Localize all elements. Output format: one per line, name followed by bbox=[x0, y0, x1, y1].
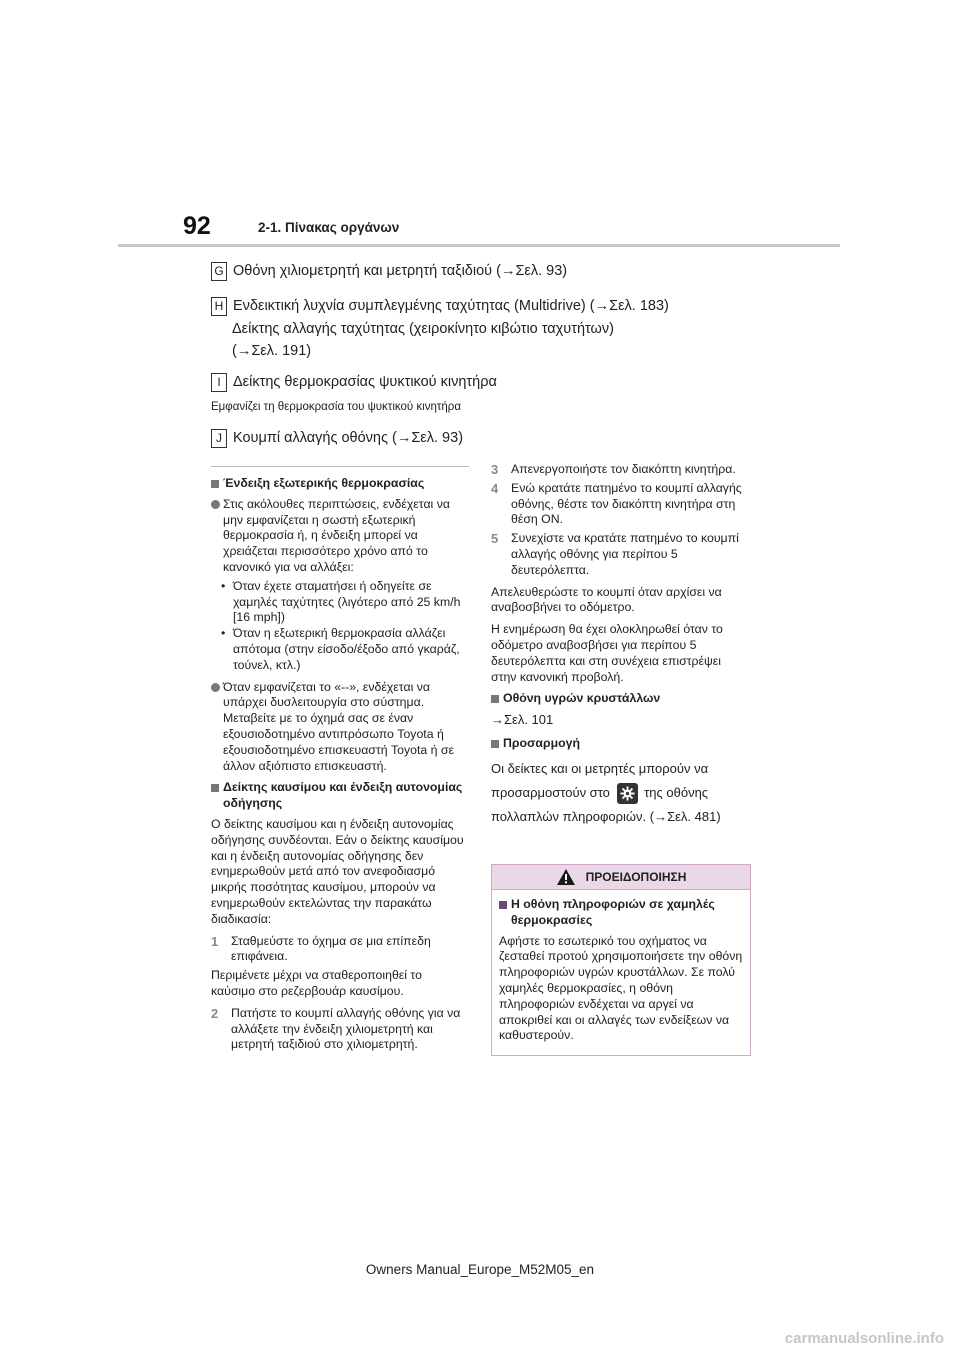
gear-icon bbox=[617, 783, 638, 804]
step-5 bbox=[491, 531, 749, 578]
customization-text bbox=[491, 757, 749, 829]
item-text: Δείκτης θερμοκρασίας ψυκτικού κινητήρα bbox=[233, 374, 497, 390]
key-label: G bbox=[211, 262, 227, 281]
step-text: Σταθμεύστε το όχημα σε μια επίπεδη επιφάνεια. bbox=[231, 933, 431, 964]
custom-line-3: πολλαπλών πληροφοριών. (→Σελ. 481) bbox=[491, 808, 721, 824]
section-title-outside-temp: Ένδειξη εξωτερικής θερμοκρασίας bbox=[211, 476, 469, 492]
step-text: Συνεχίστε να κρατάτε πατημένο το κουμπί αλλαγής οθόνης για περίπου 5 δευτερόλεπτα. bbox=[511, 531, 739, 577]
lcd-reference: →Σελ. 101 bbox=[491, 712, 554, 728]
section-title-fuel: Δείκτης καυσίμου και ένδειξη αυτονομίας οδήγησης bbox=[211, 780, 469, 812]
right-column bbox=[491, 462, 749, 829]
sub-bullet-sudden-change: • Όταν η εξωτερική θερμοκρασία αλλάζει απότομα (στην είσοδο/έξοδο από γκαράζ, τούνελ, κτλ.) bbox=[211, 626, 469, 673]
warning-text: Αφήστε το εσωτερικό του οχήματος να ζεσταθεί προτού χρησιμοποιήσετε την οθόνη πληροφοριών υγρών κρυστάλλων. Σε πολύ χαμηλές θερμοκρασίες, η οθόνη πληροφοριών ενδέχεται να αργεί να αποκριθεί και οι αλλαγές των ενδείξεων να καθυστερούν. bbox=[499, 933, 743, 1043]
custom-line-2a: προσαρμοστούν στο bbox=[491, 784, 610, 800]
bullet-temp-cases: Στις ακόλουθες περιπτώσεις, ενδέχεται να μην εμφανίζεται η σωστή εξωτερική θερμοκρασία ή, η ένδειξη μπορεί να χρειάζεται περισσότερο χρόνο από το κανονικό για να αλλάξει: bbox=[211, 497, 469, 576]
chapter-title: 2-1. Πίνακας οργάνων bbox=[258, 220, 400, 235]
step-text: Απενεργοποιήστε τον διακόπτη κινητήρα. bbox=[511, 462, 736, 476]
item-text: Ενδεικτική λυχνία συμπλεγμένης ταχύτητας (Multidrive) (→Σελ. 183) bbox=[233, 298, 669, 314]
left-column bbox=[211, 466, 469, 1056]
step-2 bbox=[211, 1006, 469, 1053]
item-g bbox=[211, 261, 567, 282]
item-i bbox=[211, 372, 497, 393]
step-number: 3 bbox=[491, 462, 499, 477]
bullet-malfunction: Όταν εμφανίζεται το «--», ενδέχεται να υπάρχει δυσλειτουργία στο σύστημα. Μεταβείτε με το όχημά σας σε έναν εξουσιοδοτημένο αντιπρόσωπο Toyota ή εξουσιοδοτημένο επισκευαστή Toyota ή σε άλλον αξιόπιστο επισκευαστή. bbox=[211, 680, 469, 775]
warning-header bbox=[492, 865, 750, 890]
fuel-paragraph: Ο δείκτης καυσίμου και η ένδειξη αυτονομίας οδήγησης συνδέονται. Εάν ο δείκτης καυσίμου και η ένδειξη αυτονομίας οδήγησης δεν ενημερωθούν μετά από τον ανεφοδιασμό μικρής ποσότητας καυσίμου, μπορούν να ενημερωθούν εκτελώντας την παρακάτω διαδικασία: bbox=[211, 816, 464, 926]
step-number: 2 bbox=[211, 1005, 219, 1021]
custom-line-2 bbox=[491, 781, 749, 805]
page-number: 92 bbox=[183, 212, 211, 240]
step-text: Πατήστε το κουμπί αλλαγής οθόνης για να αλλάξετε την ένδειξη χιλιομετρητή και μετρητή ταξιδιού στο χιλιομετρητή. bbox=[231, 1005, 461, 1052]
warning-section-title: Η οθόνη πληροφοριών σε χαμηλές θερμοκρασίες bbox=[499, 897, 743, 929]
wait-paragraph: Περιμένετε μέχρι να σταθεροποιηθεί το καύσιμο στο ρεζερβουάρ καυσίμου. bbox=[211, 968, 422, 998]
section-divider bbox=[211, 466, 469, 467]
header-rule bbox=[118, 244, 840, 247]
item-j bbox=[211, 428, 463, 449]
key-label: H bbox=[211, 297, 227, 316]
item-h-extra-2: (→Σελ. 191) bbox=[232, 343, 312, 359]
warning-triangle-icon bbox=[556, 868, 576, 886]
watermark: carmanualsonline.info bbox=[784, 1330, 944, 1347]
step-number: 4 bbox=[491, 480, 499, 496]
step-4 bbox=[491, 481, 749, 528]
item-i-note: Εμφανίζει τη θερμοκρασία του ψυκτικού κινητήρα bbox=[211, 401, 461, 413]
complete-paragraph: Η ενημέρωση θα έχει ολοκληρωθεί όταν το οδόμετρο αναβοσβήσει για περίπου 5 δευτερόλεπτα και στη συνέχεια επιστρέψει στην κανονική προβολή. bbox=[491, 622, 723, 684]
custom-line-1: Οι δείκτες και οι μετρητές μπορούν να bbox=[491, 760, 709, 776]
release-paragraph: Απελευθερώστε το κουμπί όταν αρχίσει να αναβοσβήνει το οδόμετρο. bbox=[491, 584, 722, 615]
section-title-customization: Προσαρμογή bbox=[491, 736, 749, 752]
step-number: 5 bbox=[491, 531, 499, 547]
step-1 bbox=[211, 934, 469, 966]
custom-line-2b: της οθόνης bbox=[644, 784, 709, 800]
step-number: 1 bbox=[211, 933, 219, 949]
warning-body bbox=[492, 890, 750, 1044]
item-text: Οθόνη χιλιομετρητή και μετρητή ταξιδιού (→Σελ. 93) bbox=[233, 263, 568, 279]
item-h bbox=[211, 296, 669, 317]
step-3 bbox=[491, 462, 749, 478]
warning-box bbox=[491, 864, 751, 1056]
warning-heading: ΠΡΟΕΙΔΟΠΟΙΗΣΗ bbox=[585, 870, 687, 884]
key-label: I bbox=[211, 373, 227, 392]
sub-bullet-low-speed: • Όταν έχετε σταματήσει ή οδηγείτε σε χαμηλές ταχύτητες (λιγότερο από 25 km/h [16 mph]) bbox=[211, 579, 469, 626]
item-h-extra-1: Δείκτης αλλαγής ταχύτητας (χειροκίνητο κιβώτιο ταχυτήτων) bbox=[232, 321, 614, 337]
section-title-lcd: Οθόνη υγρών κρυστάλλων bbox=[491, 691, 749, 707]
document-id: Owners Manual_Europe_M52M05_en bbox=[365, 1262, 595, 1277]
item-text: Κουμπί αλλαγής οθόνης (→Σελ. 93) bbox=[233, 430, 464, 446]
step-text: Ενώ κρατάτε πατημένο το κουμπί αλλαγής οθόνης, θέστε τον διακόπτη κινητήρα στη θέση ON. bbox=[511, 480, 742, 527]
key-label: J bbox=[211, 429, 227, 448]
